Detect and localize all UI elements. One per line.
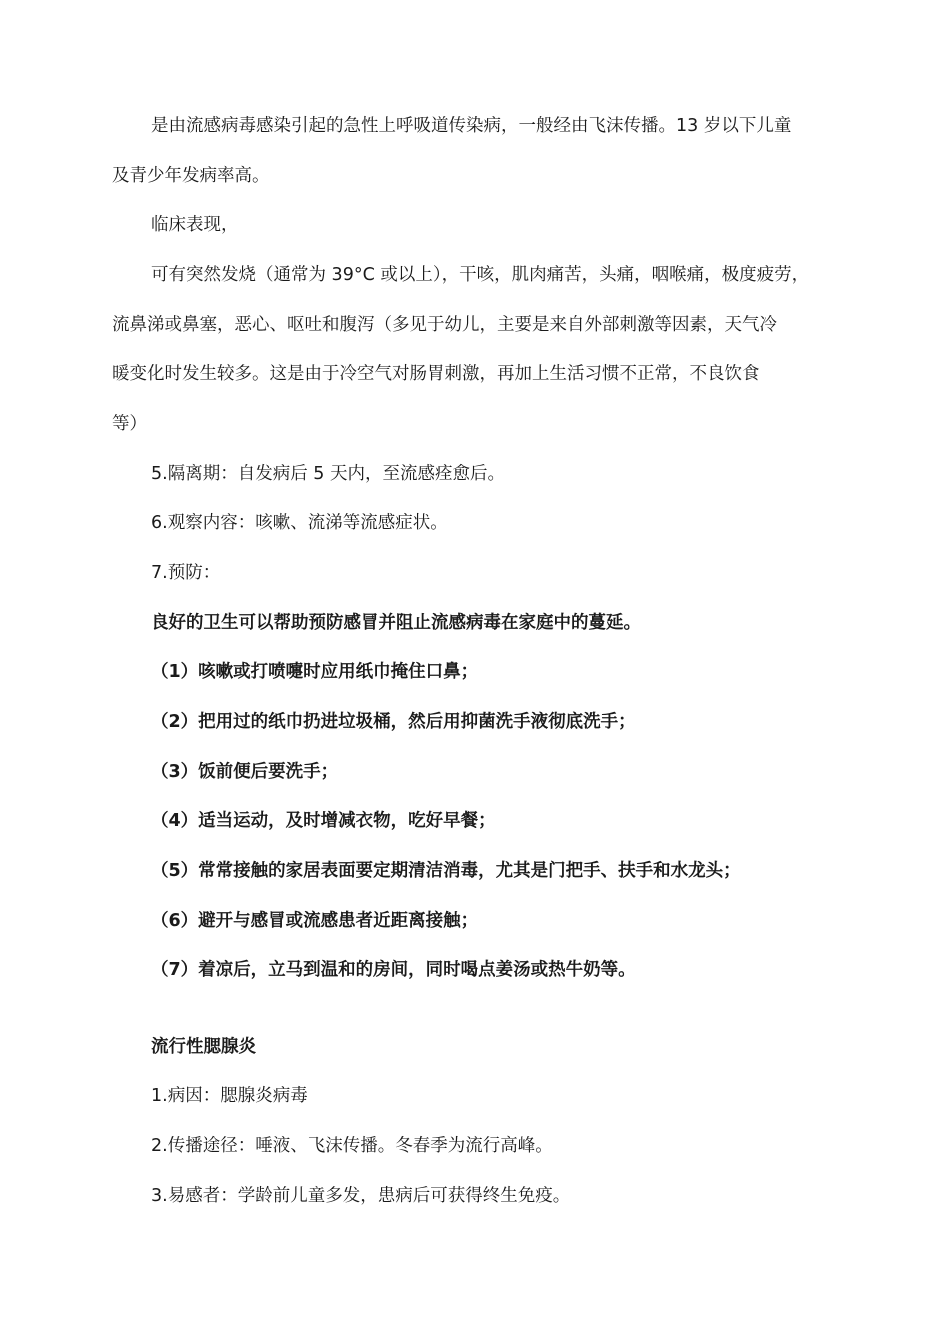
clinical-line-3: 暖变化时发生较多。这是由于冷空气对肠胃刺激，再加上生活习惯不正常，不良饮食 xyxy=(112,364,760,384)
observation-item: 6.观察内容：咳嗽、流涕等流感症状。 xyxy=(151,513,448,533)
prevention-point-3: （3）饭前便后要洗手； xyxy=(151,762,339,782)
clinical-line-1: 可有突然发烧（通常为 39°C 或以上），干咳，肌肉痛苦，头痛，咽喉痛，极度疲劳， xyxy=(151,265,810,285)
prevention-point-6: （6）避开与感冒或流感患者近距离接触； xyxy=(151,911,479,931)
prevention-point-2: （2）把用过的纸巾扔进垃圾桶，然后用抑菌洗手液彻底洗手； xyxy=(151,712,636,732)
intro-line-2: 及青少年发病率高。 xyxy=(112,166,270,186)
prevention-point-1: （1）咳嗽或打喷嚏时应用纸巾掩住口鼻； xyxy=(151,662,479,682)
clinical-line-4: 等） xyxy=(112,414,147,434)
mumps-cause: 1.病因：腮腺炎病毒 xyxy=(151,1086,308,1106)
isolation-item: 5.隔离期：自发病后 5 天内，至流感痊愈后。 xyxy=(151,464,505,484)
prevention-point-5: （5）常常接触的家居表面要定期清洁消毒，尤其是门把手、扶手和水龙头； xyxy=(151,861,741,881)
prevention-item: 7.预防： xyxy=(151,563,221,583)
prevention-intro: 良好的卫生可以帮助预防感冒并阻止流感病毒在家庭中的蔓延。 xyxy=(151,613,641,633)
intro-line-1: 是由流感病毒感染引起的急性上呼吸道传染病，一般经由飞沫传播。13 岁以下儿童 xyxy=(151,116,792,136)
mumps-title: 流行性腮腺炎 xyxy=(151,1037,256,1057)
clinical-line-2: 流鼻涕或鼻塞，恶心、呕吐和腹泻（多见于幼儿，主要是来自外部刺激等因素，天气冷 xyxy=(112,315,777,335)
mumps-susceptible: 3.易感者：学龄前儿童多发，患病后可获得终生免疫。 xyxy=(151,1186,571,1206)
clinical-heading: 临床表现， xyxy=(151,215,239,235)
mumps-transmission: 2.传播途径：唾液、飞沫传播。冬春季为流行高峰。 xyxy=(151,1136,553,1156)
prevention-point-7: （7）着凉后，立马到温和的房间，同时喝点姜汤或热牛奶等。 xyxy=(151,960,636,980)
prevention-point-4: （4）适当运动，及时增减衣物，吃好早餐； xyxy=(151,811,496,831)
